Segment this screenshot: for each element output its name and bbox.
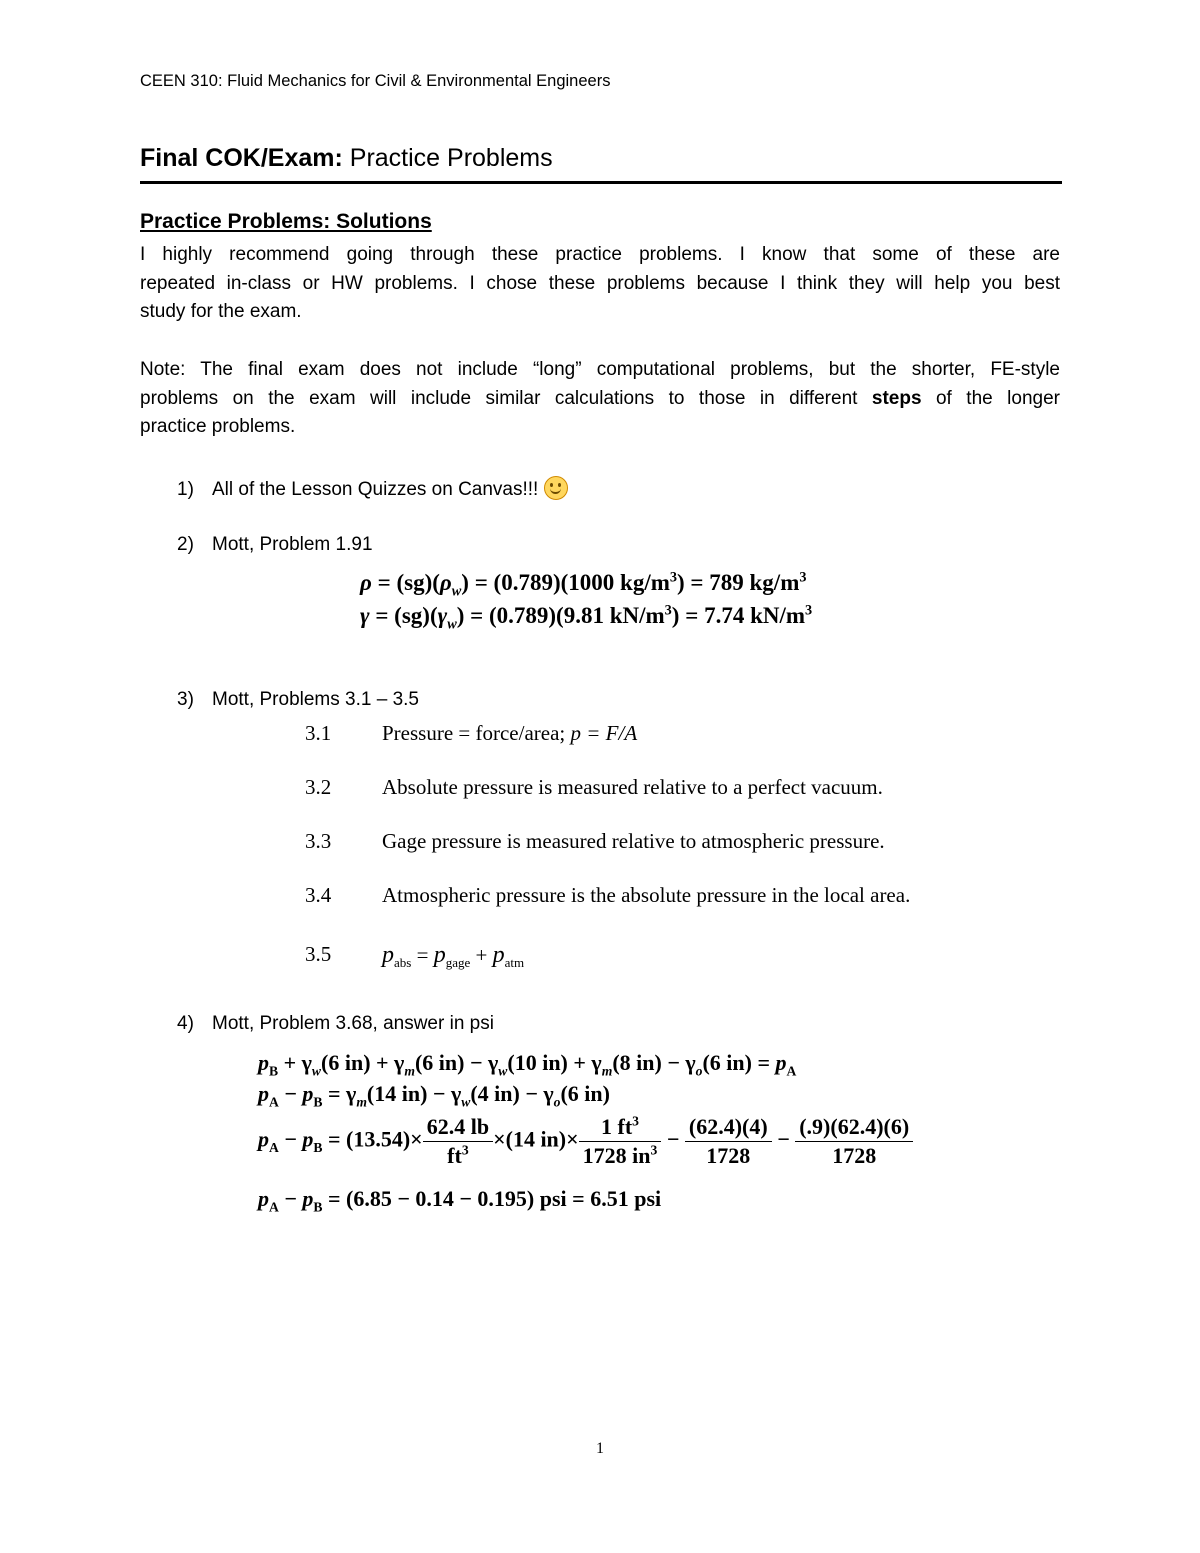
note-line-2: problems on the exam will include similar calculations to those in different steps of the longer bbox=[140, 387, 1060, 409]
manometer-equation-4: $p_A - p_B = (6.85 - 0.14 - 0.195)$ psi = 6.51 psi bbox=[258, 1186, 662, 1215]
title-divider bbox=[140, 181, 1062, 184]
note-paragraph bbox=[140, 356, 1060, 442]
fraction-oil-term: $\frac{(.9)(62.4)(6)}{1728}$ bbox=[795, 1113, 913, 1170]
title-bold: Final COK/Exam: bbox=[140, 144, 343, 172]
fraction-water-term: $\frac{(62.4)(4)}{1728}$ bbox=[685, 1113, 772, 1170]
manometer-equation-3: $p_A - p_B = (13.54)\times$ $\frac{62.4 lb}{ft^3}$ ×(14 in)× $\frac{1 ft^3}{1728 in^3}$ − $\frac{(62.4)(4)}{1728}$ − $\frac{(.9)(62.4)(6)}{1728}$ bbox=[258, 1113, 913, 1170]
manometer-result: 6.51 psi bbox=[590, 1186, 662, 1211]
note-line-1: Note: The final exam does not include “long” computational problems, but the shorter, FE-style bbox=[140, 359, 1060, 380]
solution-3-2: 3.2 Absolute pressure is measured relative to a perfect vacuum. bbox=[305, 775, 883, 799]
title-rest: Practice Problems bbox=[342, 144, 553, 172]
density-result: 789 kg/m bbox=[709, 570, 800, 595]
solution-3-4: 3.4 Atmospheric pressure is the absolute pressure in the local area. bbox=[305, 883, 911, 907]
list-item: 4) Mott, Problem 3.68, answer in psi bbox=[177, 1013, 494, 1034]
intro-line-2: repeated in-class or HW problems. I chose these problems because I think they will help you best bbox=[140, 272, 1060, 294]
section-heading: Practice Problems: Solutions bbox=[140, 210, 432, 233]
note-steps-bold: steps bbox=[871, 387, 922, 409]
solution-3-3: 3.3 Gage pressure is measured relative to atmospheric pressure. bbox=[305, 829, 885, 853]
specific-weight-equation: $\gamma = (sg)(\gamma_w) = (0.789)(9.81$ $kN/m^3) = 7.74$ $kN/m^3$ bbox=[360, 602, 813, 633]
solution-3-5: 3.5 $p_{abs} = p_{gage} + p_{atm}$ bbox=[305, 942, 525, 971]
smiley-icon bbox=[544, 476, 568, 500]
list-item: 1) All of the Lesson Quizzes on Canvas!!! bbox=[177, 476, 568, 501]
specific-weight-result: 7.74 kN/m bbox=[704, 603, 806, 628]
intro-line-1: I highly recommend going through these practice problems. I know that some of these are bbox=[140, 244, 1060, 265]
fraction-unit-conversion: $\frac{1 ft^3}{1728 in^3}$ bbox=[579, 1113, 662, 1170]
intro-paragraph bbox=[140, 241, 1060, 327]
manometer-equation-2: $p_A - p_B = \gamma_m(14$ $in) - \gamma_w(4$ $in) - \gamma_o(6$ in) bbox=[258, 1081, 610, 1110]
page-title bbox=[140, 144, 553, 173]
fraction-unit-weight: $\frac{62.4 lb}{ft^3}$ bbox=[423, 1113, 493, 1170]
manometer-equation-1: $p_B + \gamma_w(6$ $in) + \gamma_m(6$ $in) - \gamma_w(10$ $in) + \gamma_m(8$ $in) - \gamma_o(6$ $in) = p_A$ bbox=[258, 1050, 797, 1079]
solution-3-1: 3.1 Pressure = force/area; p = F/A bbox=[305, 721, 638, 745]
list-item: 2) Mott, Problem 1.91 bbox=[177, 534, 373, 555]
course-header: CEEN 310: Fluid Mechanics for Civil & Environmental Engineers bbox=[140, 72, 611, 90]
note-line-3: practice problems. bbox=[140, 416, 296, 438]
page-number: 1 bbox=[596, 1440, 604, 1457]
intro-line-3: study for the exam. bbox=[140, 301, 302, 323]
list-item: 3) Mott, Problems 3.1 – 3.5 bbox=[177, 689, 419, 710]
density-equation: $\rho = (sg)(\rho_w) = (0.789)(1000$ $kg/m^3) = 789$ $kg/m^3$ bbox=[360, 569, 807, 600]
